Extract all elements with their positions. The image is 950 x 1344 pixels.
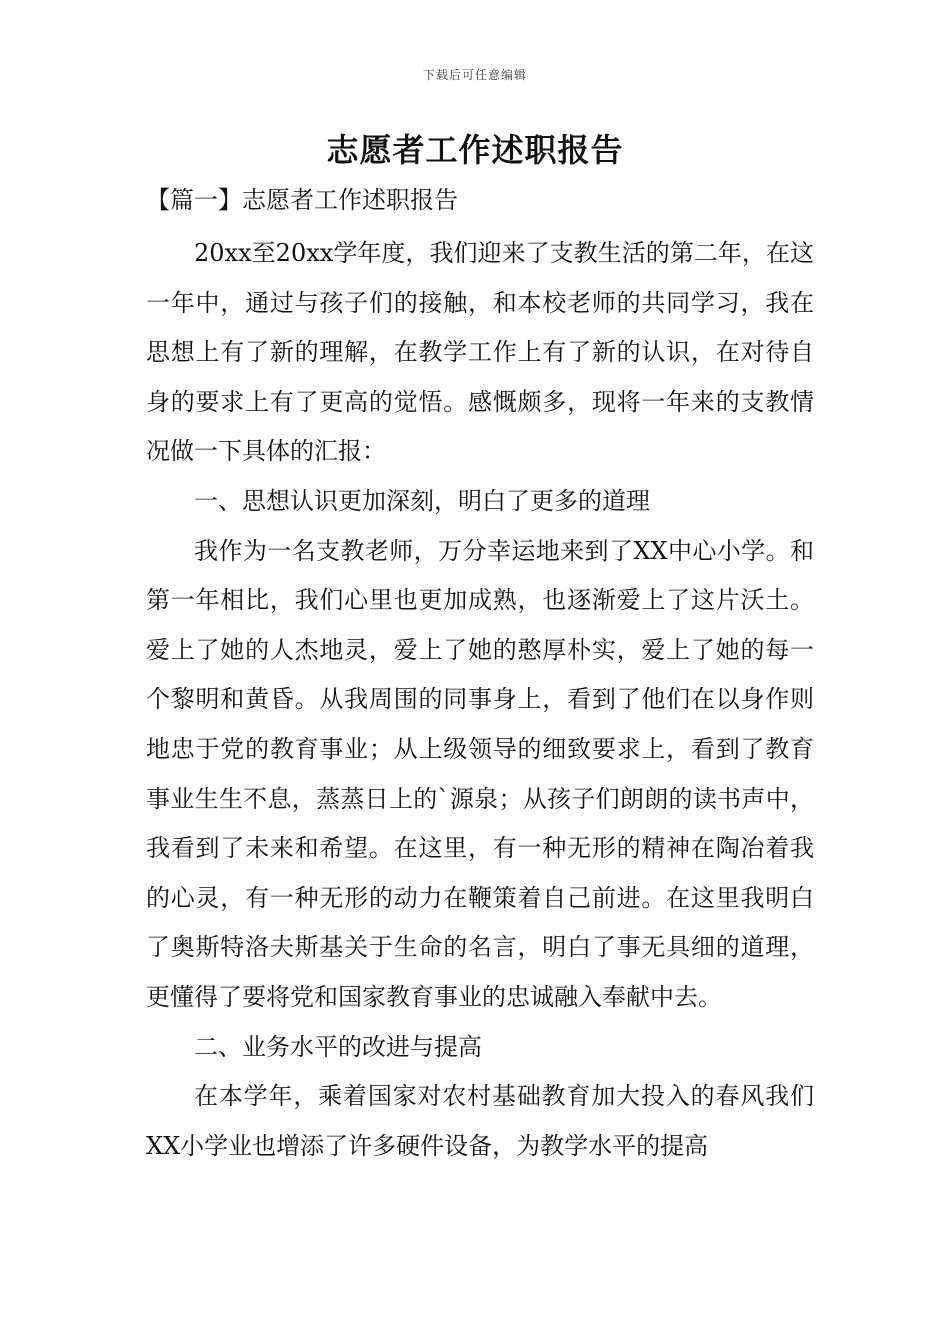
paragraph-thoughts: 我作为一名支教老师，万分幸运地来到了XX中心小学。和第一年相比，我们心里也更加成熟，也逐渐爱上了这片沃土。爱上了她的人杰地灵，爱上了她的憨厚朴实，爱上了她的每一个黎明和黄昏。从我周围的同事身上，看到了他们在以身作则地忠于党的教育事业；从上级领导的细致要求上，看到了教育事业生生不息，蒸蒸日上的`源泉；从孩子们朗朗的读书声中，我看到了未来和希望。在这里，有一种无形的精神在陶冶着我的心灵，有一种无形的动力在鞭策着自己前进。在这里我明白了奥斯特洛夫斯基关于生命的名言，明白了事无具细的道理，更懂得了要将党和国家教育事业的忠诚融入奉献中去。 — [146, 536, 814, 1011]
paragraph-intro: 20xx至20xx学年度，我们迎来了支教生活的第二年，在这一年中，通过与孩子们的接触，和本校老师的共同学习，我在思想上有了新的理解，在教学工作上有了新的认识，在对待自身的要求上有了更高的觉悟。感慨颇多，现将一年来的支教情况做一下具体的汇报： — [146, 239, 814, 466]
document-title: 志愿者工作述职报告 — [326, 131, 624, 169]
subheading-two: 二、业务水平的改进与提高 — [194, 1032, 482, 1061]
paragraph-improvement: 在本学年，乘着国家对农村基础教育加大投入的春风我们XX小学业也增添了许多硬件设备，为教学水平的提高 — [146, 1082, 814, 1160]
subheading-one: 一、思想认识更加深刻，明白了更多的道理 — [194, 486, 650, 515]
section-heading: 【篇一】志愿者工作述职报告 — [146, 186, 458, 214]
document-body — [146, 229, 814, 1171]
page-header-note: 下载后可任意编辑 — [422, 68, 527, 82]
